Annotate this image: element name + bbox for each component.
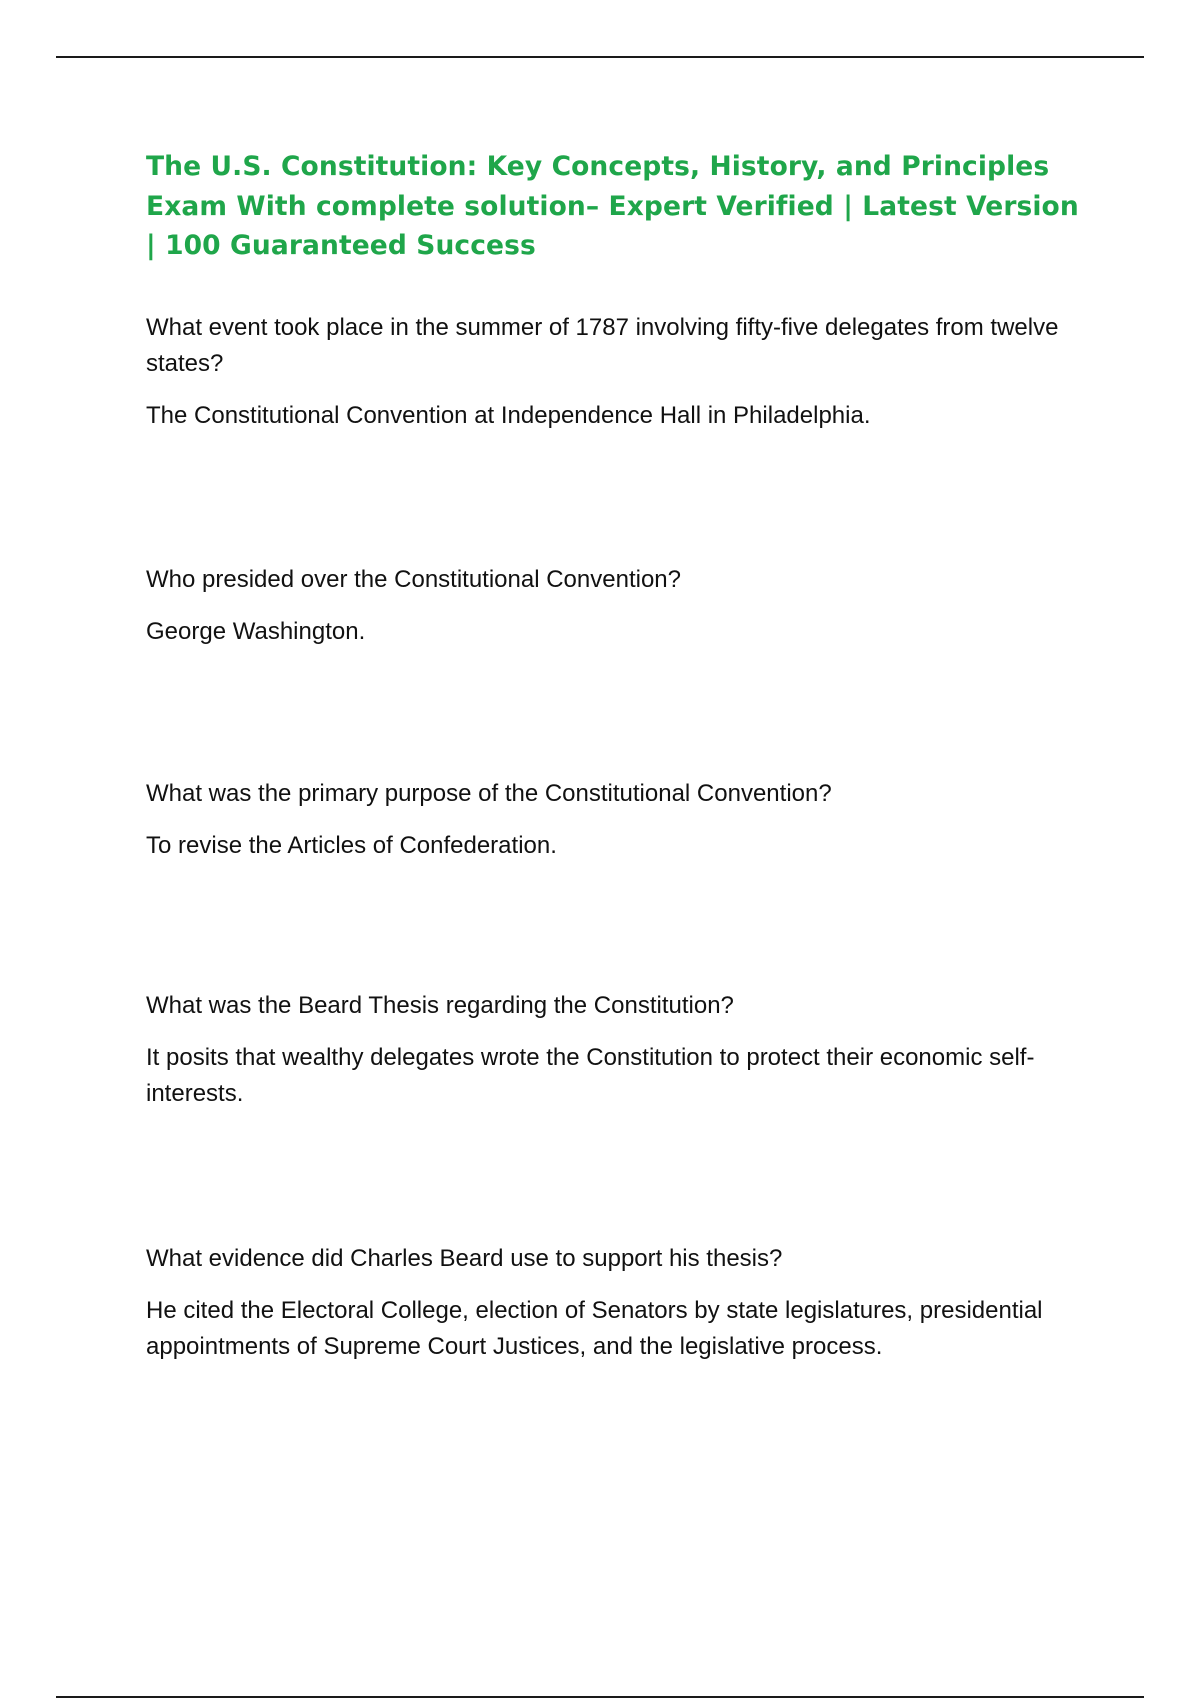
answer-3: To revise the Articles of Confederation.: [146, 832, 557, 859]
question-3: What was the primary purpose of the Constitutional Convention?: [146, 780, 832, 807]
answer-2: George Washington.: [146, 618, 366, 645]
qa-item-4: [146, 988, 1086, 1112]
document-title: The U.S. Constitution: Key Concepts, History, and Principles Exam With complete solution– Expert Verified | Latest Version | 100 Guaranteed Success: [146, 151, 1079, 261]
qa-item-2: [146, 562, 1086, 650]
answer-1: The Constitutional Convention at Independence Hall in Philadelphia.: [146, 402, 871, 429]
answer-5: He cited the Electoral College, election of Senators by state legislatures, presidential appointments of Supreme Court Justices, and the legislative process.: [146, 1297, 1043, 1360]
qa-item-3: [146, 776, 1086, 864]
question-4: What was the Beard Thesis regarding the Constitution?: [146, 992, 734, 1019]
qa-item-5: [146, 1241, 1086, 1365]
bottom-rule: [56, 1696, 1144, 1698]
question-5: What evidence did Charles Beard use to support his thesis?: [146, 1245, 783, 1272]
top-rule: [56, 56, 1144, 58]
question-2: Who presided over the Constitutional Convention?: [146, 566, 681, 593]
qa-item-1: [146, 310, 1086, 434]
answer-4: It posits that wealthy delegates wrote the Constitution to protect their economic self-interests.: [146, 1044, 1035, 1107]
question-1: What event took place in the summer of 1787 involving fifty-five delegates from twelve states?: [146, 314, 1059, 377]
